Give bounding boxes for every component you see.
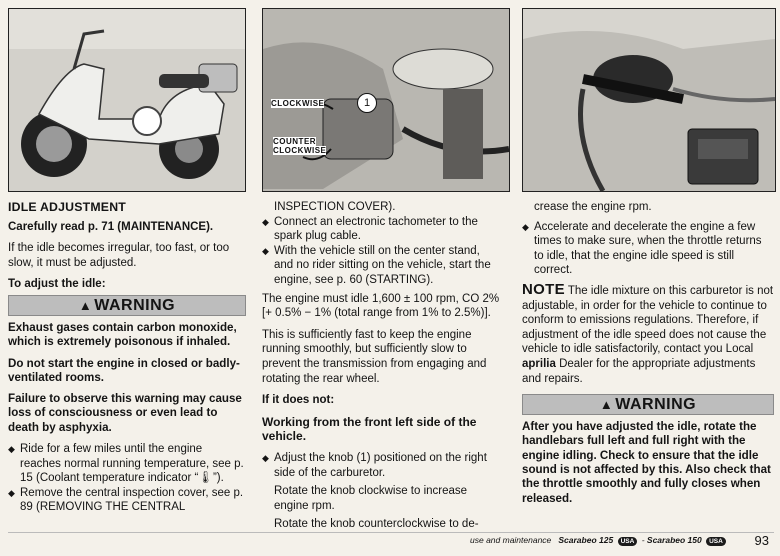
- column-1: [8, 200, 246, 515]
- list-item: [262, 451, 502, 480]
- column-2: [262, 200, 502, 539]
- list-item: [8, 442, 246, 486]
- footer-model-1: Scarabeo 125: [558, 535, 614, 545]
- rotate-ccw-text: Rotate the knob counterclockwise to de-: [274, 518, 479, 531]
- clockwise-label: CLOCKWISE: [271, 99, 325, 108]
- warning-banner-2: [522, 394, 774, 415]
- note-body: The idle mixture on this carburetor is not adjustable, in order for the vehicle to continue to conform to emissions regulations. Therefore, if adjustment of the idle speed does not cause the vehicle to idle satisfactorily, contact you Local: [522, 284, 774, 356]
- list-item: [522, 220, 774, 278]
- bullet-diamond-icon: ◆: [522, 221, 529, 232]
- footer-rule: [8, 532, 774, 533]
- list-item-continued: [262, 200, 502, 215]
- to-adjust-heading: To adjust the idle:: [8, 278, 106, 291]
- tachometer-photo: [522, 8, 776, 192]
- bullet-text: Adjust the knob (1) positioned on the right side of the carburetor.: [274, 451, 487, 479]
- warning-triangle-icon: ▲: [599, 397, 614, 413]
- bullet-diamond-icon: ◆: [8, 444, 15, 455]
- section-title: IDLE ADJUSTMENT: [8, 200, 127, 214]
- column-3: [522, 200, 774, 513]
- carburetor-photo: [262, 8, 510, 192]
- page-footer: [470, 535, 775, 551]
- usa-badge: USA: [706, 537, 726, 546]
- idle-spec-text: The engine must idle 1,600 ± 100 rpm, CO 2% [+ 0.5% − 1% (total range from 1% to 2.5%)].: [262, 292, 500, 320]
- warning-text-1: Exhaust gases contain carbon monoxide, which is extremely poisonous if inhaled.: [8, 320, 237, 349]
- bullet-text: With the vehicle still on the center stand, and no rider sitting on the vehicle, start the engine, see p. 60 (STARTING).: [274, 244, 491, 286]
- warning-text-2: Do not start the engine in closed or badly-ventilated rooms.: [8, 356, 240, 384]
- if-not-heading: If it does not:: [262, 394, 335, 407]
- note-heading: NOTE: [522, 280, 565, 298]
- page-number: 93: [754, 533, 769, 548]
- footer-separator: -: [641, 535, 645, 545]
- bullet-diamond-icon: ◆: [262, 216, 269, 227]
- list-item: [8, 486, 246, 515]
- counter-label-2: CLOCKWISE: [273, 146, 327, 155]
- bullet-text: crease the engine rpm.: [534, 201, 652, 213]
- sufficient-text: This is sufficiently fast to keep the engine running smoothly, but sufficiently slow to prevent the transmission from engaging and rotating the rear wheel.: [262, 328, 487, 385]
- counter-label-1: COUNTER: [273, 137, 317, 146]
- read-reference: Carefully read p. 71 (MAINTENANCE).: [8, 220, 214, 233]
- bullet-text: Ride for a few miles until the engine reaches normal running temperature, see p. 15 (Coolant temperature indicator “🌡”).: [20, 443, 244, 485]
- warning-label: WARNING: [94, 296, 176, 314]
- warning-text-3: Failure to observe this warning may cause loss of consciousness or even lead to death by asphyxia.: [8, 392, 242, 434]
- list-item-continued: [522, 200, 774, 215]
- rotate-cw-text: Rotate the knob clockwise to increase engine rpm.: [274, 485, 468, 512]
- working-from-heading: Working from the front left side of the vehicle.: [262, 414, 477, 444]
- bullet-text: Accelerate and decelerate the engine a few times to make sure, when the throttle returns to idle, that the engine idle speed is still correct.: [534, 220, 762, 277]
- warning-label: WARNING: [615, 396, 697, 414]
- bullet-text: Remove the central inspection cover, see p. 89 (REMOVING THE CENTRAL: [20, 486, 244, 514]
- warning-banner-1: [8, 295, 246, 316]
- bullet-text: Connect an electronic tachometer to the spark plug cable.: [274, 215, 478, 243]
- bullet-diamond-icon: ◆: [262, 245, 269, 256]
- scooter-photo: [8, 8, 246, 192]
- warning-triangle-icon: ▲: [78, 297, 93, 313]
- footer-model-2: Scarabeo 150: [646, 535, 702, 545]
- note-body-end: Dealer for the appropriate adjustments and repairs.: [522, 357, 756, 385]
- bullet-text: INSPECTION COVER).: [274, 201, 396, 213]
- list-item: [262, 215, 502, 244]
- note-paragraph: [522, 280, 774, 386]
- bullet-diamond-icon: ◆: [262, 452, 269, 463]
- footer-manual-title: use and maintenance: [470, 535, 552, 545]
- warning-text-after: After you have adjusted the idle, rotate the handlebars full left and full right with the engine idling. Check to ensure that the idle sound is not affected by this. Also check that the throttle smoothly and fully closes when released.: [522, 420, 771, 505]
- brand-name: aprilia: [522, 357, 556, 370]
- list-item: [262, 244, 502, 288]
- usa-badge: USA: [618, 537, 638, 546]
- intro-text: If the idle becomes irregular, too fast, or too slow, it must be adjusted.: [8, 242, 230, 269]
- bullet-diamond-icon: ◆: [8, 487, 15, 498]
- knob-number-callout: 1: [357, 93, 377, 113]
